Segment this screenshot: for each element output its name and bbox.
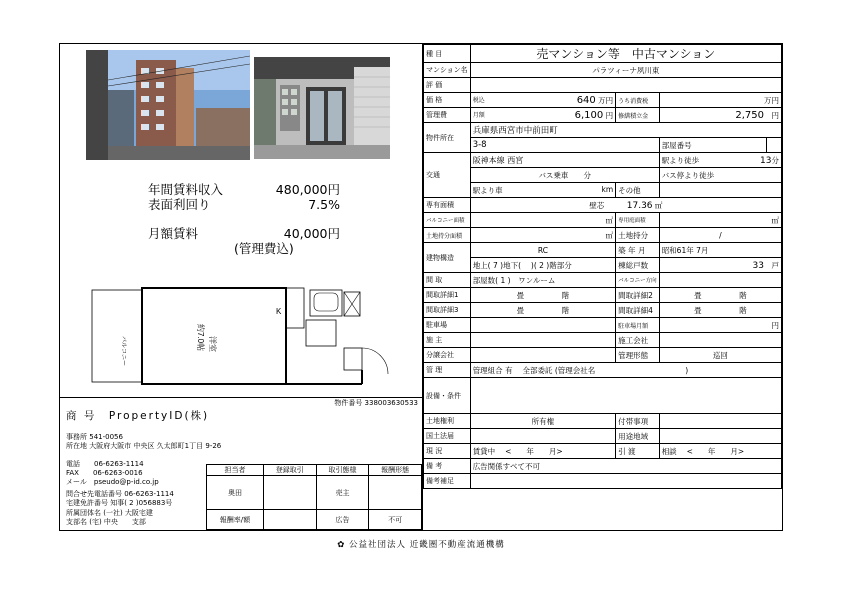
parking-fee-unit: 円 [659,318,781,333]
consumption-tax-unit: 万円 [659,93,781,108]
handler-h3: 取引態様 [316,465,369,476]
price-unit: 万円 [598,95,614,105]
price-sub: 税込 [472,96,485,104]
facility-label: 設備・条件 [424,378,471,414]
layout-detail1: 畳 階 [470,288,615,303]
area-value: 17.36 [626,200,653,211]
footer-org [0,538,842,550]
area-unit: ㎡ [654,200,663,210]
area-cell [470,198,781,213]
built-date: 昭和61年 7月 [659,243,781,258]
layout-detail2: 畳 階 [659,288,781,303]
property-type: 売マンション等 中古マンション [470,45,781,63]
review-label: 評 価 [424,78,471,93]
status: 賃貸中 < 年 月> [470,444,615,459]
price-label: 価 格 [424,93,471,108]
annual-income-label: 年間賃料収入 [148,182,224,197]
mgmt-fee-label: 管理費 [424,108,471,123]
mgmt-type: 巡回 [659,348,781,363]
inquiry-tel: 問合せ先電話番号 06-6263-1114 [66,490,174,498]
type-label: 種 目 [424,45,471,63]
mgmt2-label: 管 理 [424,363,471,378]
license-no: 宅建免許番号 知事( 2 )056883号 [66,499,173,507]
units-label: 棟総戸数 [616,258,660,273]
location-line2: 3-8 [470,138,659,153]
layout-detail2-label: 間取詳細2 [616,288,660,303]
floors: 地上( 7 )地下( )( 2 )階部分 [470,258,615,273]
annual-income-value: 480,000円 [275,182,340,197]
right-pane [423,44,782,530]
handler-h5: 報酬率/額 [207,510,264,530]
org: (一社) 大阪宅建 [103,509,153,517]
land-right-label: 土地権利 [424,414,471,429]
car-label: 駅より車 [472,185,503,195]
repair-unit: 円 [771,110,779,120]
owner-label: 施 主 [424,333,471,348]
bus-walk-label: バス停より徒歩 [659,168,781,183]
walk-unit: 分 [771,155,779,165]
walk-minutes: 13 [760,155,772,166]
balcony-area-label: バルコニー面積 [424,213,471,228]
layout-detail3-label: 間取詳細3 [424,303,471,318]
name-label: マンション名 [424,63,471,78]
handler-h4: 報酬形態 [369,465,422,476]
mgmt2: 管理組合 有 全部委託 (管理会社名 ) [470,363,781,378]
yield-label: 表面利回り [148,197,211,212]
fax: 06-6263-0016 [92,469,143,477]
org-row [66,509,153,518]
balcony-area-unit: ㎡ [470,213,615,228]
layout-label: 間 取 [424,273,471,288]
yield-value: 7.5% [308,197,340,212]
walk-label: 駅より徒歩 [661,155,700,165]
layout-detail4: 畳 階 [659,303,781,318]
address-label: 所在地 [66,442,87,450]
footer-text: 公益社団法人 近畿圏不動産流通機構 [349,540,505,550]
parking-fee-label: 駐車場月額 [616,318,660,333]
handler-v3: 売主 [316,476,369,510]
mgmt-fee-cell [470,108,615,123]
consumption-tax-label: うち消費税 [616,93,660,108]
tel-row [66,460,144,469]
area-sub: 壁芯 [589,200,605,210]
traffic-label: 交通 [424,153,471,198]
layout-detail1-label: 間取詳細1 [424,288,471,303]
land-ratio-label: 土地持分 [616,228,660,243]
company-label: 商 号 [66,410,97,422]
balcony-label: バルコニー [120,336,126,367]
garden-area-label: 専用庭面積 [616,213,660,228]
company-name: PropertyID(株) [108,410,210,422]
garden-area-unit: ㎡ [659,213,781,228]
reins-number: 物件番号 338003630533 [334,399,418,407]
line-station: 阪神本線 西宮 [470,153,659,168]
tel-label: 電話 [66,460,80,468]
monthly-rent-label: 月額賃料 [148,226,199,241]
mgmt-unit: 円 [605,110,614,120]
land-right: 所有権 [470,414,615,429]
monthly-rent-note: (管理費込) [234,241,294,256]
bus-unit: 分 [583,170,591,180]
units: 33 [752,260,764,271]
status-label: 現 況 [424,444,471,459]
detail-table [423,44,782,489]
balcony-dir-label: バルコニー方向 [616,273,660,288]
branch: (宅) 中央 支部 [89,518,146,526]
structure: RC [470,243,615,258]
mail: pseudo@p-id.co.jp [93,478,159,486]
address: 大阪府大阪市 中央区 久太郎町1丁目 9-26 [89,442,222,450]
zoning-label: 用途地域 [616,429,660,444]
sale-company-label: 分譲会社 [424,348,471,363]
property-sheet [59,43,783,531]
price-cell [470,93,615,108]
bus-cell [470,168,659,183]
parking-label: 駐車場 [424,318,471,333]
tel: 06-6263-1114 [94,460,144,468]
kitchen-label: K [276,307,282,316]
room-no-label: 部屋番号 [659,138,766,153]
land-ratio: / [659,228,781,243]
left-pane [60,44,423,530]
structure-label: 建物構造 [424,243,471,273]
branch-row [66,518,146,527]
building-exterior-photo [86,50,250,160]
builder-label: 施工会社 [616,333,660,348]
price: 640 [576,94,596,106]
fax-row [66,469,143,478]
office-postal [66,433,123,442]
repair-label: 修繕積立金 [616,108,660,123]
units-cell [659,258,781,273]
attached-label: 付帯事項 [616,414,660,429]
address-row [66,442,221,451]
postal-code: 541-0056 [89,433,123,441]
remark: 広告関係すべて不可 [470,459,781,474]
bus-label: バス乗車 [538,170,569,180]
walk-cell [659,153,781,168]
land-share-area-unit: ㎡ [470,228,615,243]
org-logo-icon: ✿ [337,540,346,550]
company-row [66,408,209,423]
office-label: 事務所 [66,433,87,441]
branch-label: 支部名 [66,518,87,526]
mgmt-sub: 月額 [472,111,485,119]
mail-label: メール [66,478,87,486]
mail-row [66,478,159,487]
handler-h6: 広告 [316,510,369,530]
handover-label: 引 渡 [616,444,660,459]
location-label: 物件所在 [424,123,471,153]
entrance-photo [254,57,390,159]
remark-label: 備 考 [424,459,471,474]
handler-h2: 登録取引 [263,465,316,476]
org-label: 所属団体名 [66,509,101,517]
land-share-area-label: 土地持分面積 [424,228,471,243]
car-unit: km [601,184,614,194]
remark2-label: 備考補足 [424,474,471,489]
area-label: 専有面積 [424,198,471,213]
handler-v1: 奥田 [207,476,264,510]
building-name: パラツィーナ夙川東 [470,63,781,78]
room-size: 約7.0帖 [196,324,205,352]
floor-plan [90,286,390,396]
repair-fee: 2,750 [735,109,764,121]
layout-detail4-label: 間取詳細4 [616,303,660,318]
handover: 相談 < 年 月> [659,444,781,459]
location-line1: 兵庫県西宮市中前田町 [470,123,781,138]
monthly-rent-value: 40,000円 [283,226,340,241]
layout: 部屋数( 1 ) ワンルーム [470,273,615,288]
units-unit: 戸 [771,260,779,270]
mgmt-type-label: 管理形態 [616,348,660,363]
car-cell [470,183,615,198]
other-label: その他 [616,183,660,198]
mgmt-fee: 6,100 [574,109,604,121]
fax-label: FAX [66,469,79,477]
layout-detail3: 畳 階 [470,303,615,318]
handler-v6: 不可 [369,510,422,530]
law-label: 国土法届 [424,429,471,444]
built-label: 築 年 月 [616,243,660,258]
handler-table [206,464,422,530]
income-summary [148,182,340,256]
room-label: 洋室 [208,336,217,352]
handler-h1: 担当者 [207,465,264,476]
repair-cell [659,108,781,123]
